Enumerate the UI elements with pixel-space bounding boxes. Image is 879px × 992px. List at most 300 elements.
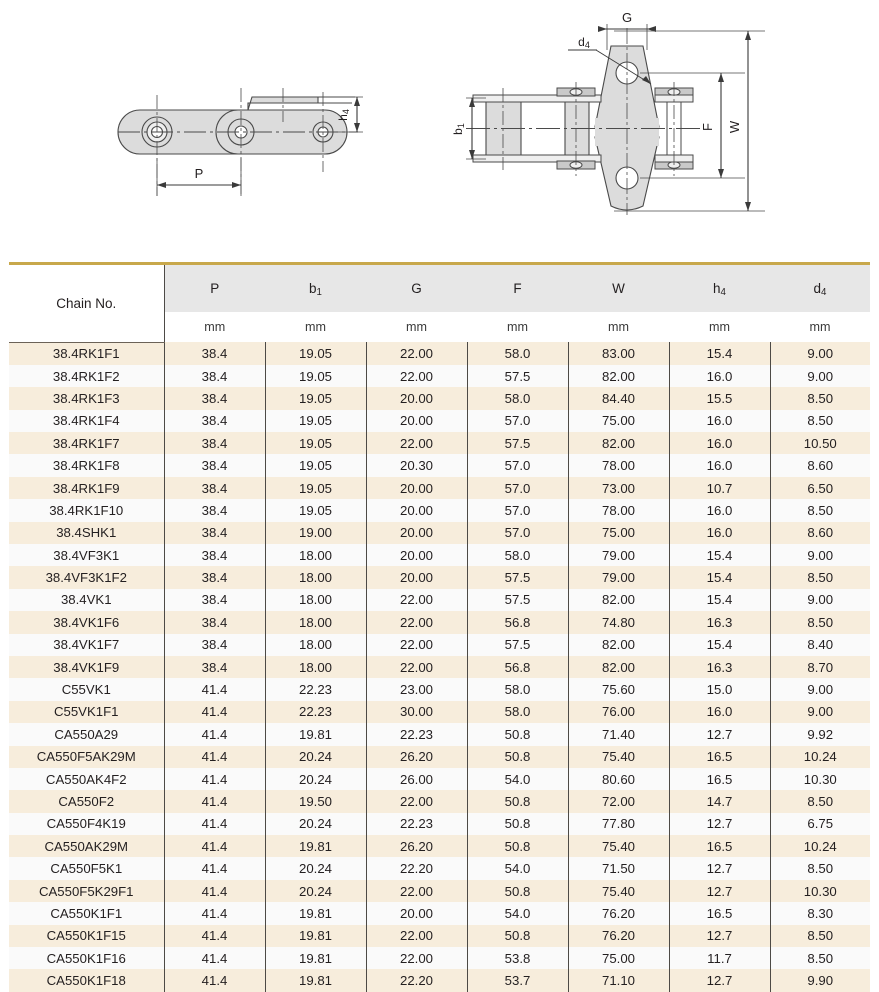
w-label: W (727, 120, 742, 134)
cell-b1: 19.50 (265, 790, 366, 812)
cell-G: 23.00 (366, 678, 467, 700)
cell-chain-no: CA550AK29M (9, 835, 164, 857)
cell-P: 41.4 (164, 701, 265, 723)
cell-F: 58.0 (467, 678, 568, 700)
cell-h4: 10.7 (669, 477, 770, 499)
cell-b1: 20.24 (265, 880, 366, 902)
cell-P: 41.4 (164, 813, 265, 835)
cell-h4: 11.7 (669, 947, 770, 969)
table-row (9, 566, 870, 588)
cell-d4: 9.00 (770, 365, 870, 387)
cell-d4: 8.50 (770, 566, 870, 588)
header-unit-h4: mm (669, 312, 770, 342)
cell-d4: 8.60 (770, 454, 870, 476)
cell-W: 74.80 (568, 611, 669, 633)
table-row (9, 611, 870, 633)
cell-d4: 8.50 (770, 499, 870, 521)
cell-chain-no: CA550F5AK29M (9, 746, 164, 768)
cell-d4: 6.50 (770, 477, 870, 499)
cell-chain-no: 38.4VF3K1 (9, 544, 164, 566)
cell-W: 82.00 (568, 432, 669, 454)
cell-F: 57.5 (467, 365, 568, 387)
cell-d4: 8.50 (770, 790, 870, 812)
cell-b1: 19.81 (265, 947, 366, 969)
cell-F: 56.8 (467, 611, 568, 633)
cell-b1: 19.05 (265, 454, 366, 476)
cell-P: 41.4 (164, 925, 265, 947)
cell-h4: 15.4 (669, 544, 770, 566)
cell-chain-no: 38.4RK1F4 (9, 410, 164, 432)
cell-F: 50.8 (467, 790, 568, 812)
cell-F: 58.0 (467, 701, 568, 723)
cell-d4: 9.00 (770, 678, 870, 700)
cell-G: 20.30 (366, 454, 467, 476)
cell-h4: 12.7 (669, 969, 770, 991)
cell-G: 22.20 (366, 969, 467, 991)
table-row (9, 813, 870, 835)
cell-W: 79.00 (568, 544, 669, 566)
table-row (9, 746, 870, 768)
cell-h4: 16.3 (669, 656, 770, 678)
cell-P: 38.4 (164, 522, 265, 544)
table-row (9, 589, 870, 611)
table-row (9, 522, 870, 544)
cell-P: 41.4 (164, 902, 265, 924)
cell-F: 53.8 (467, 947, 568, 969)
w-arrow-bottom (745, 202, 751, 211)
cell-h4: 16.0 (669, 522, 770, 544)
cell-d4: 8.50 (770, 925, 870, 947)
cell-P: 41.4 (164, 678, 265, 700)
cell-F: 54.0 (467, 768, 568, 790)
cell-h4: 16.0 (669, 454, 770, 476)
cell-d4: 9.92 (770, 723, 870, 745)
cell-b1: 19.81 (265, 835, 366, 857)
cell-h4: 16.5 (669, 746, 770, 768)
cell-b1: 22.23 (265, 701, 366, 723)
cell-W: 76.20 (568, 925, 669, 947)
cell-h4: 15.0 (669, 678, 770, 700)
cell-G: 20.00 (366, 544, 467, 566)
cell-W: 73.00 (568, 477, 669, 499)
cell-W: 77.80 (568, 813, 669, 835)
cell-b1: 19.00 (265, 522, 366, 544)
cell-d4: 8.50 (770, 410, 870, 432)
cell-d4: 6.75 (770, 813, 870, 835)
header-symbol-W: W (568, 265, 669, 312)
cell-d4: 8.30 (770, 902, 870, 924)
w-arrow-top (745, 31, 751, 40)
table-row (9, 925, 870, 947)
cell-F: 57.0 (467, 522, 568, 544)
table-row (9, 342, 870, 365)
table-row (9, 544, 870, 566)
cell-P: 41.4 (164, 790, 265, 812)
cell-G: 22.23 (366, 813, 467, 835)
cell-W: 82.00 (568, 365, 669, 387)
cell-d4: 9.00 (770, 342, 870, 365)
header-symbol-b1: $b_1$ (265, 265, 366, 312)
cell-P: 38.4 (164, 566, 265, 588)
cell-chain-no: 38.4RK1F1 (9, 342, 164, 365)
cell-d4: 8.50 (770, 857, 870, 879)
cell-b1: 18.00 (265, 611, 366, 633)
cell-F: 57.0 (467, 410, 568, 432)
cell-G: 22.00 (366, 947, 467, 969)
header-symbol-h4: $h_4$ (669, 265, 770, 312)
cell-d4: 9.00 (770, 701, 870, 723)
table-row (9, 880, 870, 902)
cell-F: 58.0 (467, 544, 568, 566)
cell-P: 38.4 (164, 634, 265, 656)
cell-W: 75.00 (568, 522, 669, 544)
cell-b1: 19.05 (265, 410, 366, 432)
cell-G: 22.00 (366, 342, 467, 365)
cell-chain-no: 38.4RK1F3 (9, 387, 164, 409)
cell-G: 22.20 (366, 857, 467, 879)
table-row (9, 701, 870, 723)
cell-F: 56.8 (467, 656, 568, 678)
cell-b1: 18.00 (265, 589, 366, 611)
cell-chain-no: 38.4RK1F7 (9, 432, 164, 454)
cell-h4: 16.5 (669, 902, 770, 924)
cell-G: 22.23 (366, 723, 467, 745)
table-row (9, 947, 870, 969)
table-row (9, 790, 870, 812)
cell-W: 75.00 (568, 947, 669, 969)
cell-P: 38.4 (164, 544, 265, 566)
chain-attachment-drawings (0, 0, 879, 262)
cell-W: 76.00 (568, 701, 669, 723)
cell-b1: 18.00 (265, 634, 366, 656)
cell-G: 20.00 (366, 477, 467, 499)
cell-G: 26.00 (366, 768, 467, 790)
cell-h4: 15.4 (669, 566, 770, 588)
table-row (9, 768, 870, 790)
cell-F: 54.0 (467, 857, 568, 879)
cell-d4: 10.30 (770, 768, 870, 790)
h4-arrow-top (354, 97, 360, 106)
cell-G: 22.00 (366, 365, 467, 387)
cell-h4: 15.4 (669, 589, 770, 611)
table-row (9, 835, 870, 857)
cell-W: 80.60 (568, 768, 669, 790)
cell-h4: 14.7 (669, 790, 770, 812)
d4-label: d4 (578, 35, 590, 50)
cell-W: 71.40 (568, 723, 669, 745)
cell-d4: 9.00 (770, 589, 870, 611)
cell-P: 41.4 (164, 947, 265, 969)
table-row (9, 634, 870, 656)
cell-h4: 16.5 (669, 835, 770, 857)
table-row (9, 857, 870, 879)
plan-view-drawing (451, 10, 765, 215)
g-arrow-left (598, 26, 607, 32)
cell-P: 38.4 (164, 611, 265, 633)
cell-F: 57.0 (467, 454, 568, 476)
cell-d4: 10.50 (770, 432, 870, 454)
cell-F: 57.0 (467, 499, 568, 521)
cell-W: 78.00 (568, 454, 669, 476)
table-row (9, 365, 870, 387)
cell-G: 22.00 (366, 589, 467, 611)
cell-W: 83.00 (568, 342, 669, 365)
cell-chain-no: 38.4VK1F7 (9, 634, 164, 656)
cell-F: 58.0 (467, 342, 568, 365)
header-unit-d4: mm (770, 312, 870, 342)
table-row (9, 454, 870, 476)
table-row (9, 902, 870, 924)
header-symbol-d4: $d_4$ (770, 265, 870, 312)
cell-G: 20.00 (366, 522, 467, 544)
cell-W: 84.40 (568, 387, 669, 409)
table-row (9, 656, 870, 678)
cell-chain-no: CA550K1F16 (9, 947, 164, 969)
cell-chain-no: CA550A29 (9, 723, 164, 745)
cell-F: 50.8 (467, 880, 568, 902)
cell-b1: 19.81 (265, 902, 366, 924)
cell-W: 75.40 (568, 835, 669, 857)
cell-d4: 8.50 (770, 611, 870, 633)
cell-G: 26.20 (366, 746, 467, 768)
cell-chain-no: C55VK1F1 (9, 701, 164, 723)
cell-chain-no: CA550K1F15 (9, 925, 164, 947)
cell-h4: 12.7 (669, 723, 770, 745)
cell-b1: 19.81 (265, 723, 366, 745)
cell-d4: 10.24 (770, 746, 870, 768)
cell-chain-no: CA550AK4F2 (9, 768, 164, 790)
p-arrow-left (157, 182, 166, 188)
cell-h4: 12.7 (669, 813, 770, 835)
cell-F: 57.5 (467, 566, 568, 588)
cell-P: 38.4 (164, 454, 265, 476)
cell-P: 38.4 (164, 342, 265, 365)
cell-G: 22.00 (366, 656, 467, 678)
cell-b1: 19.05 (265, 432, 366, 454)
cell-G: 20.00 (366, 902, 467, 924)
f-label: F (700, 123, 715, 131)
cell-h4: 16.5 (669, 768, 770, 790)
cell-b1: 19.81 (265, 969, 366, 991)
cell-P: 38.4 (164, 387, 265, 409)
cell-W: 79.00 (568, 566, 669, 588)
cell-h4: 12.7 (669, 857, 770, 879)
cell-d4: 9.90 (770, 969, 870, 991)
cell-d4: 8.50 (770, 947, 870, 969)
cell-b1: 19.81 (265, 925, 366, 947)
table-row (9, 678, 870, 700)
cell-G: 26.20 (366, 835, 467, 857)
cell-W: 82.00 (568, 656, 669, 678)
cell-d4: 8.60 (770, 522, 870, 544)
cell-b1: 22.23 (265, 678, 366, 700)
cell-chain-no: CA550F2 (9, 790, 164, 812)
cell-P: 41.4 (164, 969, 265, 991)
cell-W: 76.20 (568, 902, 669, 924)
p-arrow-right (232, 182, 241, 188)
cell-chain-no: 38.4SHK1 (9, 522, 164, 544)
cell-W: 75.40 (568, 746, 669, 768)
header-chain-no: Chain No. (9, 265, 164, 342)
cell-F: 54.0 (467, 902, 568, 924)
cell-h4: 15.4 (669, 634, 770, 656)
cell-chain-no: CA550F5K1 (9, 857, 164, 879)
cell-W: 71.10 (568, 969, 669, 991)
cell-chain-no: C55VK1 (9, 678, 164, 700)
cell-P: 38.4 (164, 432, 265, 454)
header-symbol-P: P (164, 265, 265, 312)
cell-P: 41.4 (164, 768, 265, 790)
specification-table-wrap (0, 262, 879, 992)
cell-F: 57.0 (467, 477, 568, 499)
cell-h4: 16.0 (669, 701, 770, 723)
cell-F: 50.8 (467, 746, 568, 768)
technical-drawing-area (0, 0, 879, 262)
cell-F: 57.5 (467, 432, 568, 454)
cell-chain-no: CA550F5K29F1 (9, 880, 164, 902)
table-row (9, 969, 870, 991)
cell-F: 50.8 (467, 835, 568, 857)
cell-G: 22.00 (366, 634, 467, 656)
cell-chain-no: 38.4RK1F8 (9, 454, 164, 476)
h4-label: h4 (336, 109, 351, 121)
cell-b1: 20.24 (265, 768, 366, 790)
cell-chain-no: CA550K1F18 (9, 969, 164, 991)
header-unit-W: mm (568, 312, 669, 342)
table-body (9, 342, 870, 992)
cell-G: 20.00 (366, 499, 467, 521)
cell-b1: 19.05 (265, 499, 366, 521)
cell-F: 53.7 (467, 969, 568, 991)
cell-W: 72.00 (568, 790, 669, 812)
cell-W: 71.50 (568, 857, 669, 879)
cell-chain-no: 38.4VK1 (9, 589, 164, 611)
table-row (9, 387, 870, 409)
header-unit-b1: mm (265, 312, 366, 342)
cell-d4: 9.00 (770, 544, 870, 566)
cell-chain-no: 38.4VF3K1F2 (9, 566, 164, 588)
cell-chain-no: 38.4RK1F10 (9, 499, 164, 521)
cell-P: 41.4 (164, 835, 265, 857)
cell-G: 22.00 (366, 432, 467, 454)
cell-P: 41.4 (164, 746, 265, 768)
cell-W: 82.00 (568, 589, 669, 611)
cell-G: 22.00 (366, 611, 467, 633)
header-symbol-G: G (366, 265, 467, 312)
header-unit-F: mm (467, 312, 568, 342)
cell-F: 50.8 (467, 925, 568, 947)
b1-label: b1 (451, 123, 466, 135)
cell-P: 38.4 (164, 589, 265, 611)
cell-b1: 18.00 (265, 566, 366, 588)
cell-b1: 19.05 (265, 387, 366, 409)
cell-G: 20.00 (366, 410, 467, 432)
cell-F: 57.5 (467, 589, 568, 611)
cell-b1: 19.05 (265, 342, 366, 365)
h4-arrow-bottom (354, 123, 360, 132)
cell-P: 38.4 (164, 365, 265, 387)
f-arrow-bottom (718, 169, 724, 178)
cell-G: 20.00 (366, 387, 467, 409)
cell-h4: 12.7 (669, 880, 770, 902)
cell-h4: 16.3 (669, 611, 770, 633)
cell-chain-no: 38.4RK1F2 (9, 365, 164, 387)
cell-G: 22.00 (366, 790, 467, 812)
pitch-label: P (194, 166, 204, 181)
header-unit-G: mm (366, 312, 467, 342)
cell-W: 75.60 (568, 678, 669, 700)
cell-d4: 8.50 (770, 387, 870, 409)
cell-W: 82.00 (568, 634, 669, 656)
table-row (9, 432, 870, 454)
cell-h4: 16.0 (669, 499, 770, 521)
cell-G: 22.00 (366, 925, 467, 947)
chain-specification-table (9, 265, 870, 992)
cell-b1: 20.24 (265, 857, 366, 879)
cell-G: 20.00 (366, 566, 467, 588)
table-row (9, 477, 870, 499)
f-arrow-top (718, 73, 724, 82)
cell-h4: 16.0 (669, 365, 770, 387)
table-row (9, 723, 870, 745)
cell-F: 50.8 (467, 723, 568, 745)
cell-d4: 10.30 (770, 880, 870, 902)
cell-P: 38.4 (164, 477, 265, 499)
cell-b1: 19.05 (265, 477, 366, 499)
cell-G: 30.00 (366, 701, 467, 723)
cell-b1: 18.00 (265, 544, 366, 566)
cell-P: 38.4 (164, 499, 265, 521)
cell-h4: 16.0 (669, 432, 770, 454)
cell-b1: 18.00 (265, 656, 366, 678)
cell-W: 78.00 (568, 499, 669, 521)
cell-d4: 10.24 (770, 835, 870, 857)
cell-chain-no: CA550F4K19 (9, 813, 164, 835)
cell-chain-no: 38.4VK1F9 (9, 656, 164, 678)
cell-h4: 15.5 (669, 387, 770, 409)
cell-h4: 16.0 (669, 410, 770, 432)
header-unit-P: mm (164, 312, 265, 342)
table-row (9, 499, 870, 521)
cell-F: 57.5 (467, 634, 568, 656)
table-row (9, 410, 870, 432)
cell-h4: 12.7 (669, 925, 770, 947)
cell-b1: 19.05 (265, 365, 366, 387)
cell-G: 22.00 (366, 880, 467, 902)
cell-W: 75.00 (568, 410, 669, 432)
cell-d4: 8.70 (770, 656, 870, 678)
cell-P: 41.4 (164, 880, 265, 902)
cell-b1: 20.24 (265, 746, 366, 768)
cell-P: 38.4 (164, 656, 265, 678)
cell-h4: 15.4 (669, 342, 770, 365)
cell-P: 41.4 (164, 723, 265, 745)
cell-F: 58.0 (467, 387, 568, 409)
side-view-drawing (118, 88, 363, 196)
cell-F: 50.8 (467, 813, 568, 835)
cell-chain-no: CA550K1F1 (9, 902, 164, 924)
cell-chain-no: 38.4VK1F6 (9, 611, 164, 633)
cell-b1: 20.24 (265, 813, 366, 835)
cell-d4: 8.40 (770, 634, 870, 656)
cell-P: 41.4 (164, 857, 265, 879)
gap-label: G (621, 10, 633, 25)
table-header (9, 265, 870, 342)
cell-chain-no: 38.4RK1F9 (9, 477, 164, 499)
cell-P: 38.4 (164, 410, 265, 432)
header-symbol-F: F (467, 265, 568, 312)
cell-W: 75.40 (568, 880, 669, 902)
